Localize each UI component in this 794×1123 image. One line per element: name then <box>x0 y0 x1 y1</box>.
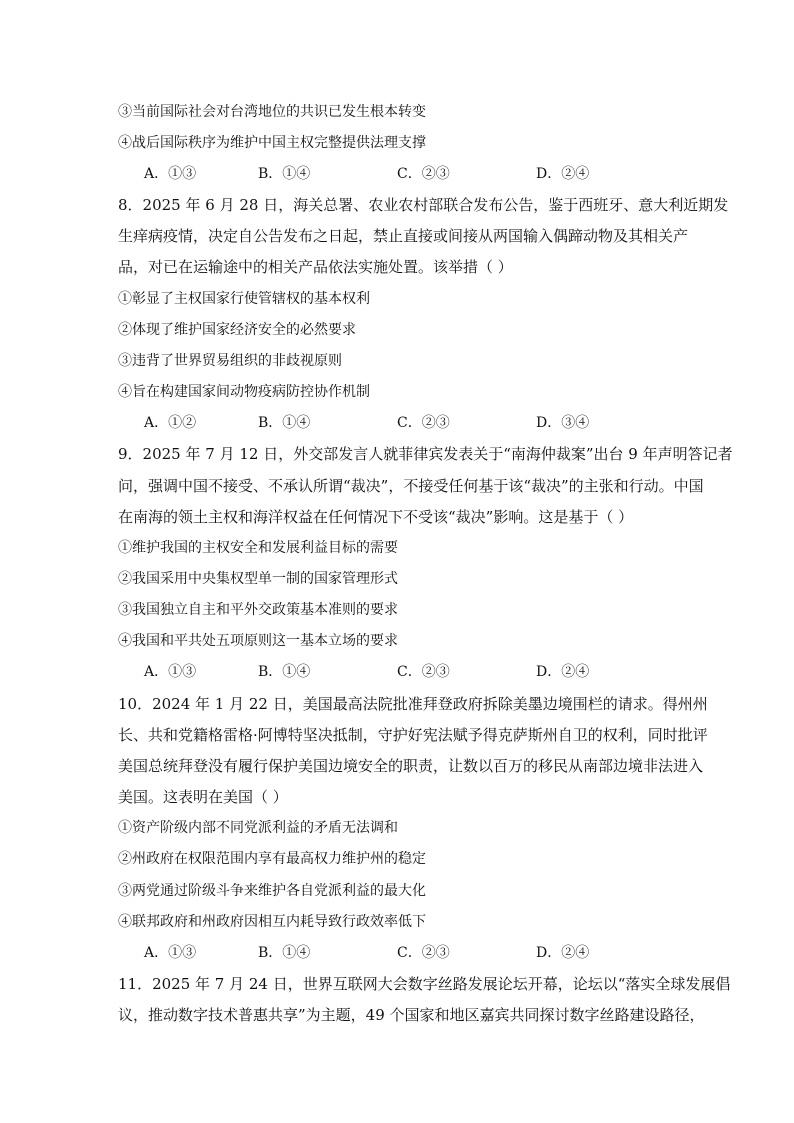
q11-stem-line-2: 议，推动数字技术普惠共享”为主题，49 个国家和地区嘉宾共同探讨数字丝路建设路径， <box>118 1006 705 1024</box>
q10-option-b: B．①④ <box>258 945 311 961</box>
q10-statement-1: ①资产阶级内部不同党派利益的矛盾无法调和 <box>118 820 398 836</box>
q7-option-c: C．②③ <box>397 166 450 182</box>
q9-statement-3: ③我国独立自主和平外交政策基本准则的要求 <box>118 602 398 618</box>
q8-stem-line-1: 8．2025 年 6 月 28 日，海关总署、农业农村部联合发布公告，鉴于西班牙、意大利近期发 <box>118 196 729 214</box>
q9-statement-2: ②我国采用中央集权型单一制的国家管理形式 <box>118 571 398 587</box>
q10-stem-line-2: 长、共和党籍格雷格·阿博特坚决抵制，守护好宪法赋予得克萨斯州自卫的权利，同时批评 <box>118 726 708 744</box>
q9-stem-line-2: 问，强调中国不接受、不承认所谓“裁决”，不接受任何基于该“裁决”的主张和行动。中国 <box>118 477 704 495</box>
q9-option-a: A．①③ <box>144 664 197 680</box>
q7-option-a: A．①③ <box>144 166 197 182</box>
q9-option-d: D．②④ <box>536 664 590 680</box>
q9-option-b: B．①④ <box>258 664 311 680</box>
q9-stem-line-1: 9．2025 年 7 月 12 日，外交部发言人就菲律宾发表关于“南海仲裁案”出台 9 年声明答记者 <box>118 445 733 463</box>
q8-option-b: B．①④ <box>258 415 311 431</box>
q7-option-d: D．②④ <box>536 166 590 182</box>
q7-statement-3: ③当前国际社会对台湾地位的共识已发生根本转变 <box>118 104 426 120</box>
q8-option-c: C．②③ <box>397 415 450 431</box>
q8-statement-3: ③违背了世界贸易组织的非歧视原则 <box>118 353 342 369</box>
q10-statement-2: ②州政府在权限范围内享有最高权力维护州的稳定 <box>118 851 426 867</box>
q8-statement-1: ①彰显了主权国家行使管辖权的基本权利 <box>118 291 370 307</box>
q10-option-a: A．①③ <box>144 945 197 961</box>
q8-statement-4: ④旨在构建国家间动物疫病防控协作机制 <box>118 384 370 400</box>
q7-option-b: B．①④ <box>258 166 311 182</box>
q10-stem-line-1: 10．2024 年 1 月 22 日，美国最高法院批准拜登政府拆除美墨边境围栏的请求。得州州 <box>118 695 708 713</box>
q8-stem-line-3: 品，对已在运输途中的相关产品依法实施处置。该举措（ ） <box>118 258 513 276</box>
q7-statement-4: ④战后国际秩序为维护中国主权完整提供法理支撑 <box>118 135 426 151</box>
q10-statement-4: ④联邦政府和州政府因相互内耗导致行政效率低下 <box>118 914 426 930</box>
q8-option-a: A．①② <box>144 415 197 431</box>
q10-statement-3: ③两党通过阶级斗争来维护各自党派利益的最大化 <box>118 883 426 899</box>
q9-stem-line-3: 在南海的领土主权和海洋权益在任何情况下不受该“裁决”影响。这是基于（ ） <box>118 508 634 526</box>
q9-option-c: C．②③ <box>397 664 450 680</box>
q8-option-d: D．③④ <box>536 415 590 431</box>
q8-stem-line-2: 生痒病疫情，决定自公告发布之日起，禁止直接或间接从两国输入偶蹄动物及其相关产 <box>118 227 689 245</box>
q9-statement-4: ④我国和平共处五项原则这一基本立场的要求 <box>118 633 398 649</box>
q8-statement-2: ②体现了维护国家经济安全的必然要求 <box>118 322 356 338</box>
q10-stem-line-3: 美国总统拜登没有履行保护美国边境安全的职责，让数以百万的移民从南部边境非法进入 <box>118 757 704 775</box>
q10-stem-line-4: 美国。这表明在美国（ ） <box>118 788 288 806</box>
q9-statement-1: ①维护我国的主权安全和发展利益目标的需要 <box>118 540 398 556</box>
q11-stem-line-1: 11．2025 年 7 月 24 日，世界互联网大会数字丝路发展论坛开幕，论坛以“落实全球发展倡 <box>118 975 731 993</box>
q10-option-d: D．②④ <box>536 945 590 961</box>
q10-option-c: C．②③ <box>397 945 450 961</box>
